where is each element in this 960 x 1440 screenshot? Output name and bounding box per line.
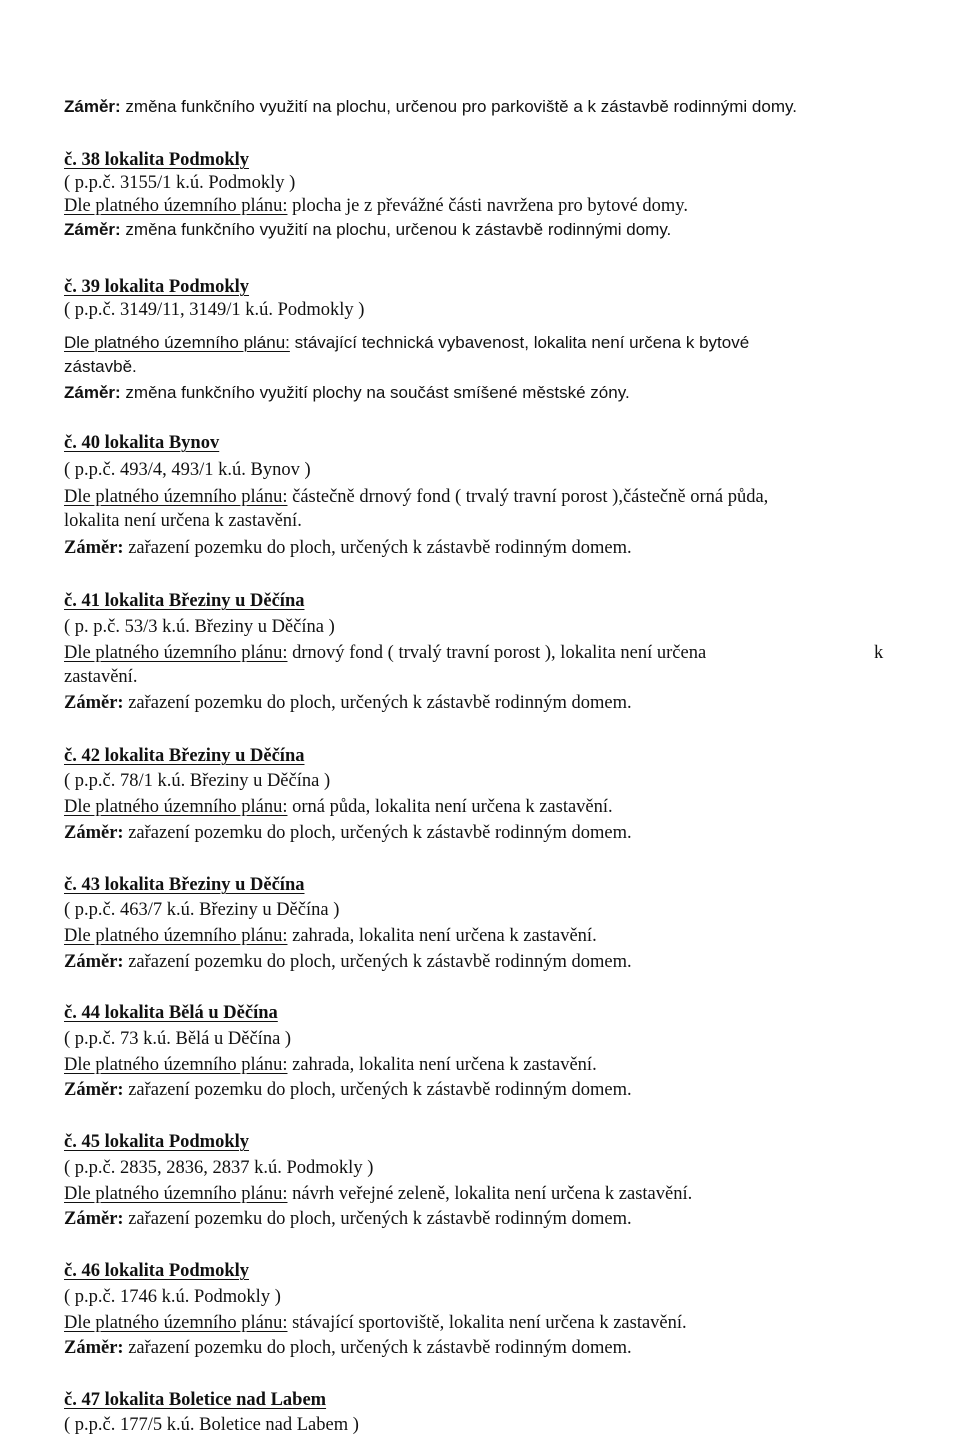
zamer-label: Záměr: [64,538,124,558]
zamer-label: Záměr: [64,383,121,402]
zamer-line [64,1079,632,1101]
item-heading: č. 44 lokalita Bělá u Děčína [64,1003,278,1023]
plan-text: stávající sportoviště, lokalita není určena k zastavění. [292,1313,687,1333]
plan-line [64,486,768,508]
zamer-label: Záměr: [64,952,124,972]
zamer-label: Záměr: [64,97,121,116]
zamer-text: zařazení pozemku do ploch, určených k zástavbě rodinným domem. [128,1080,632,1100]
parcel-line: ( p. p.č. 53/3 k.ú. Březiny u Děčína ) [64,617,335,637]
item-heading: č. 47 lokalita Boletice nad Labem [64,1390,327,1410]
plan-text: částečně drnový fond ( trvalý travní porost ),částečně orná půda, [292,487,769,507]
item-heading: č. 45 lokalita Podmokly [64,1132,250,1152]
zamer-line [64,537,632,559]
zamer-label: Záměr: [64,823,124,843]
zamer-text: změna funkčního využití plochy na součást smíšené městské zóny. [125,383,630,402]
plan-text: zahrada, lokalita není určena k zastavění. [292,926,597,946]
zamer-label: Záměr: [64,220,121,239]
plan-text: návrh veřejné zeleně, lokalita není určena k zastavění. [292,1184,693,1204]
plan-text-k: k [874,643,884,663]
intro-zamer-line [64,96,797,118]
zamer-text: změna funkčního využití na plochu, určenou pro parkoviště a k zástavbě rodinnými domy. [125,97,797,116]
item-heading: č. 42 lokalita Březiny u Děčína [64,746,305,766]
plan-label: Dle platného územního plánu: [64,1184,288,1204]
plan-label: Dle platného územního plánu: [64,926,288,946]
zamer-text: zařazení pozemku do ploch, určených k zástavbě rodinným domem. [128,952,632,972]
plan-text: stávající technická vybavenost, lokalita není určena k bytové [294,333,750,352]
plan-label: Dle platného územního plánu: [64,1055,288,1075]
plan-text: drnový fond ( trvalý travní porost ), lokalita není určena [292,643,707,663]
parcel-line: ( p.p.č. 73 k.ú. Bělá u Děčína ) [64,1029,292,1049]
item-heading: č. 39 lokalita Podmokly [64,277,250,297]
zamer-text: změna funkčního využití na plochu, určenou k zástavbě rodinnými domy. [125,220,672,239]
zamer-label: Záměr: [64,693,124,713]
plan-label: Dle platného územního plánu: [64,1313,288,1333]
plan-line [64,1312,687,1334]
zamer-text: zařazení pozemku do ploch, určených k zástavbě rodinným domem. [128,693,632,713]
parcel-line: ( p.p.č. 177/5 k.ú. Boletice nad Labem ) [64,1415,359,1435]
plan-text: plocha je z převážné části navržena pro bytové domy. [292,196,688,216]
plan-continuation: lokalita není určena k zastavění. [64,511,302,531]
plan-text: orná půda, lokalita není určena k zastavění. [292,797,613,817]
plan-line [64,195,688,217]
zamer-line [64,1337,632,1359]
plan-line [64,925,597,947]
item-heading: č. 43 lokalita Březiny u Děčína [64,875,305,895]
plan-continuation: zastavění. [64,667,138,687]
zamer-label: Záměr: [64,1080,124,1100]
parcel-line: ( p.p.č. 493/4, 493/1 k.ú. Bynov ) [64,460,311,480]
plan-label: Dle platného územního plánu: [64,196,288,216]
plan-label: Dle platného územního plánu: [64,333,290,352]
parcel-line: ( p.p.č. 463/7 k.ú. Březiny u Děčína ) [64,900,340,920]
plan-line [64,1183,692,1205]
plan-continuation: zástavbě. [64,357,137,376]
zamer-line [64,951,632,973]
item-heading: č. 46 lokalita Podmokly [64,1261,250,1281]
zamer-text: zařazení pozemku do ploch, určených k zástavbě rodinným domem. [128,1209,632,1229]
zamer-label: Záměr: [64,1338,124,1358]
plan-label: Dle platného územního plánu: [64,797,288,817]
zamer-line [64,692,632,714]
parcel-line: ( p.p.č. 3155/1 k.ú. Podmokly ) [64,173,296,193]
item-heading: č. 38 lokalita Podmokly [64,150,250,170]
zamer-line [64,822,632,844]
plan-line [64,1054,597,1076]
parcel-line: ( p.p.č. 78/1 k.ú. Březiny u Děčína ) [64,771,331,791]
zamer-line [64,1208,632,1230]
item-heading: č. 40 lokalita Bynov [64,433,220,453]
parcel-line: ( p.p.č. 3149/11, 3149/1 k.ú. Podmokly ) [64,300,365,320]
parcel-line: ( p.p.č. 1746 k.ú. Podmokly ) [64,1287,281,1307]
parcel-line: ( p.p.č. 2835, 2836, 2837 k.ú. Podmokly ) [64,1158,374,1178]
zamer-line [64,219,671,241]
plan-text: zahrada, lokalita není určena k zastavění. [292,1055,597,1075]
zamer-text: zařazení pozemku do ploch, určených k zástavbě rodinným domem. [128,1338,632,1358]
plan-label: Dle platného územního plánu: [64,643,288,663]
plan-label: Dle platného územního plánu: [64,487,288,507]
item-heading: č. 41 lokalita Březiny u Děčína [64,591,305,611]
plan-line [64,796,613,818]
plan-line [64,332,749,354]
zamer-line [64,382,630,404]
zamer-label: Záměr: [64,1209,124,1229]
plan-line [64,642,884,664]
zamer-text: zařazení pozemku do ploch, určených k zástavbě rodinným domem. [128,538,632,558]
zamer-text: zařazení pozemku do ploch, určených k zástavbě rodinným domem. [128,823,632,843]
